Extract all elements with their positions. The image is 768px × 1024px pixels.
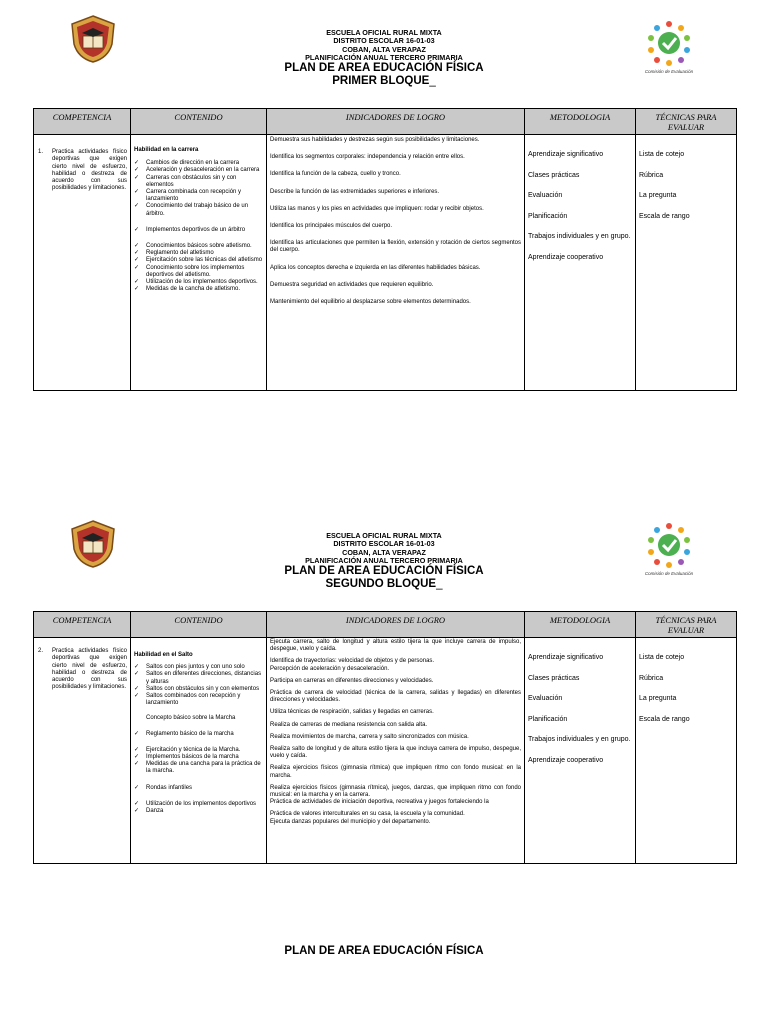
- table-row: [34, 135, 737, 391]
- indicador-item: Realiza ejercicios físicos (gimnasia rítmica) que impliquen ritmo con fondo musical: en la marcha.: [270, 765, 521, 779]
- indicador-item: Práctica de actividades de iniciación deportiva, recreativa y juegos fortaleciendo la: [270, 799, 489, 806]
- indicadores-cell: [267, 135, 525, 391]
- column-header: TÉCNICAS PARA EVALUAR: [636, 612, 737, 638]
- logo-caption: Comisión de Evaluación: [644, 571, 694, 576]
- metodologia-item: Clases prácticas: [528, 171, 580, 179]
- metodologia-item: Aprendizaje significativo: [528, 151, 604, 158]
- list-item: ✓ Reglamento básico de la marcha: [134, 731, 263, 738]
- tecnica-item: Escala de rango: [639, 715, 690, 723]
- list-item: ✓ Carreras con obstáculos sin y con elementos: [134, 175, 263, 189]
- plan-title: PLAN DE AREA EDUCACIÓN FÍSICA: [284, 62, 484, 75]
- list-item: ✓ Medidas de una cancha para la práctica de la marcha.: [134, 761, 263, 775]
- footer-plan-title: PLAN DE AREA EDUCACIÓN FÍSICA: [284, 945, 484, 957]
- indicador-item: Ejecuta danzas populares del municipio y del departamento.: [270, 818, 431, 825]
- metodologia-item: Trabajos individuales y en grupo.: [528, 736, 631, 743]
- indicadores-cell: [267, 638, 525, 864]
- school-location: COBAN, ALTA VERAPAZ: [342, 44, 426, 54]
- evaluation-commission-logo: [640, 519, 698, 577]
- list-item: ✓ Danza: [134, 808, 263, 815]
- bloque-1-section: [0, 0, 768, 400]
- indicador-item: Percepción de aceleración y desaceleración.: [270, 665, 390, 672]
- page-header: [234, 29, 534, 87]
- indicador-item: Participa en carreras en diferentes direcciones y velocidades.: [270, 677, 434, 684]
- indicador-item: Aplica los conceptos derecha e izquierda en las diferentes habilidades básicas.: [270, 264, 481, 271]
- indicador-item: Realiza de carreras de mediana resistencia con salida alta.: [270, 721, 428, 728]
- school-crest-logo: [68, 14, 118, 64]
- indicador-item: Identifica los segmentos corporales: independencia y relación entre ellos.: [270, 154, 465, 161]
- tecnica-item: La pregunta: [639, 192, 677, 199]
- column-header: COMPETENCIA: [34, 109, 131, 135]
- school-name: ESCUELA OFICIAL RURAL MIXTA: [326, 531, 442, 540]
- tecnicas-cell: [636, 135, 737, 391]
- indicador-item: Identifica los principales músculos del cuerpo.: [270, 223, 393, 230]
- contenido-title: Habilidad en el Salto: [134, 652, 193, 658]
- school-location: COBAN, ALTA VERAPAZ: [342, 547, 426, 557]
- column-header: METODOLOGIA: [525, 109, 636, 135]
- indicador-item: Identifica la función de la cabeza, cuello y tronco.: [270, 171, 401, 178]
- metodologia-item: Clases prácticas: [528, 674, 580, 682]
- indicador-item: Mantenimiento del equilibrio al desplazarse sobre elementos determinados.: [270, 299, 471, 306]
- indicador-item: Ejecuta carrera, salto de longitud y altura estilo tijera la que incluye carrera de impulso, despegue, vuelo y caída.: [270, 639, 521, 653]
- column-header: COMPETENCIA: [34, 612, 131, 638]
- list-item: ✓ Saltos con pies juntos y con uno solo: [134, 664, 263, 671]
- metodologia-item: Evaluación: [528, 192, 563, 199]
- column-header: METODOLOGIA: [525, 612, 636, 638]
- metodologia-item: Planificación: [528, 212, 568, 220]
- tecnica-item: Escala de rango: [639, 212, 690, 220]
- tecnica-item: Rúbrica: [639, 171, 664, 179]
- list-item: ✓ Reglamento del atletismo: [134, 250, 263, 257]
- indicador-item: Identifica las articulaciones que permiten la flexión, extensión y rotación de ciertos segmentos del cuerpo.: [270, 240, 521, 254]
- contenido-cell: [131, 135, 267, 391]
- metodologia-item: Evaluación: [528, 695, 563, 702]
- list-item: ✓ Cambios de dirección en la carrera: [134, 160, 263, 167]
- list-item: ✓ Saltos en diferentes direcciones, distancias y alturas: [134, 671, 263, 685]
- school-district: DISTRITO ESCOLAR 16-01-03: [333, 539, 435, 549]
- list-item: ✓ Rondas infantiles: [134, 785, 263, 792]
- metodologia-item: Trabajos individuales y en grupo.: [528, 233, 631, 240]
- list-item: ✓ Utilización de los implementos deportivos.: [134, 279, 263, 286]
- indicador-item: Utiliza técnicas de respiración, salidas y llegadas en carreras.: [270, 709, 434, 716]
- planning-title: PLANIFICACIÓN ANUAL TERCERO PRIMARIA: [305, 52, 463, 62]
- column-header: INDICADORES DE LOGRO: [267, 612, 525, 638]
- tecnica-item: Rúbrica: [639, 674, 664, 682]
- contenido-cell: [131, 638, 267, 864]
- metodologia-cell: [525, 135, 636, 391]
- metodologia-cell: [525, 638, 636, 864]
- indicador-item: Identifica de trayectorias: velocidad de objetos y de personas.: [270, 658, 435, 665]
- metodologia-item: Aprendizaje cooperativo: [528, 253, 604, 261]
- contenido-title: Habilidad en la carrera: [134, 147, 199, 153]
- contenido-list: [134, 664, 263, 707]
- indicador-item: Práctica de carrera de velocidad (técnica de la carrera, salidas y llegadas) en diferentes direcciones y velocidades.: [270, 690, 521, 704]
- evaluation-commission-logo: [640, 17, 698, 75]
- column-header: CONTENIDO: [131, 109, 267, 135]
- tecnica-item: Lista de cotejo: [639, 654, 685, 661]
- logo-caption: Comisión de Evaluación: [644, 69, 694, 74]
- list-item: ✓ Carrera combinada con recepción y lanzamiento: [134, 189, 263, 203]
- plan-table: [33, 108, 737, 391]
- contenido-subtitle: Concepto básico sobre la Marcha: [146, 715, 236, 722]
- indicador-item: Describe la función de las extremidades superiores e inferiores.: [270, 188, 440, 195]
- list-item: ✓ Ejercitación sobre las técnicas del atletismo: [134, 257, 263, 264]
- competencia-number: 1.: [38, 149, 44, 155]
- list-item: ✓ Implementos básicos de la marcha: [134, 754, 263, 761]
- plan-table: [33, 611, 737, 864]
- list-item: ✓ Conocimiento sobre los implementos deportivos del atletismo.: [134, 265, 263, 279]
- indicador-item: Demuestra seguridad en actividades que requieren equilibrio.: [270, 281, 434, 288]
- school-name: ESCUELA OFICIAL RURAL MIXTA: [326, 28, 442, 37]
- table-row: [34, 638, 737, 864]
- competencia-text: Practica actividades físico deportivas que exigen cierto nivel de esfuerzo, habilidad o destreza de acuerdo con sus posibilidades y limitaciones.: [52, 149, 127, 192]
- indicador-item: Realiza salto de longitud y de altura estilo tijera la que incluya carrera de impulso, despegue, vuelo y caída.: [270, 746, 521, 760]
- column-header: INDICADORES DE LOGRO: [267, 109, 525, 135]
- list-item: ✓ Ejercitación y técnica de la Marcha.: [134, 747, 263, 754]
- list-item: ✓ Saltos combinados con recepción y lanzamiento: [134, 693, 263, 707]
- tecnicas-cell: [636, 638, 737, 864]
- column-header: TÉCNICAS PARA EVALUAR: [636, 109, 737, 135]
- list-item: ✓ Medidas de la cancha de atletismo.: [134, 286, 263, 293]
- contenido-list: [134, 160, 263, 293]
- page-header: [234, 532, 534, 590]
- indicador-item: Práctica de valores interculturales en su casa, la escuela y la comunidad.: [270, 811, 465, 818]
- tecnica-item: La pregunta: [639, 695, 677, 702]
- bloque-title: PRIMER BLOQUE_: [332, 74, 436, 87]
- list-item: ✓ Conocimientos básicos sobre atletismo.: [134, 243, 263, 250]
- school-crest-logo: [68, 519, 118, 569]
- contenido-list: [134, 731, 263, 816]
- competencia-text: Practica actividades físico deportivas que exigen cierto nivel de esfuerzo, habilidad o destreza de acuerdo con sus posibilidades y limitaciones.: [52, 648, 127, 691]
- indicador-item: Utiliza las manos y los pies en actividades que impliquen: rodar y recibir objetos.: [270, 205, 484, 212]
- competencia-number: 2.: [38, 648, 44, 654]
- column-header: CONTENIDO: [131, 612, 267, 638]
- list-item: ✓ Conocimiento del trabajo básico de un árbitro.: [134, 203, 263, 217]
- tecnica-item: Lista de cotejo: [639, 151, 685, 158]
- indicador-item: Realiza ejercicios físicos (gimnasia rítmica), juegos, danzas, que impliquen ritmo con fondo musical: en la marcha y en la carrera.: [270, 784, 521, 799]
- list-item: ✓ Implementos deportivos de un árbitro: [134, 227, 263, 234]
- list-item: ✓ Utilización de los implementos deportivos: [134, 801, 263, 808]
- table-header-row: [34, 109, 737, 135]
- competencia-cell: [34, 638, 131, 864]
- list-item: ✓ Aceleración y desaceleración en la carrera: [134, 167, 263, 174]
- list-item: ✓ Saltos con obstáculos sin y con elementos: [134, 686, 263, 693]
- plan-title: PLAN DE AREA EDUCACIÓN FÍSICA: [284, 565, 484, 578]
- bloque-title: SEGUNDO BLOQUE_: [325, 577, 443, 590]
- metodologia-item: Planificación: [528, 715, 568, 723]
- table-header-row: [34, 612, 737, 638]
- planning-title: PLANIFICACIÓN ANUAL TERCERO PRIMARIA: [305, 555, 463, 565]
- indicador-item: Demuestra sus habilidades y destrezas según sus posibilidades y limitaciones.: [270, 137, 480, 143]
- bloque-2-section: [0, 505, 768, 875]
- metodologia-item: Aprendizaje significativo: [528, 654, 604, 661]
- indicador-item: Realiza movimientos de marcha, carrera y salto sincronizados con música.: [270, 733, 469, 740]
- school-district: DISTRITO ESCOLAR 16-01-03: [333, 36, 435, 46]
- metodologia-item: Aprendizaje cooperativo: [528, 756, 604, 764]
- competencia-cell: [34, 135, 131, 391]
